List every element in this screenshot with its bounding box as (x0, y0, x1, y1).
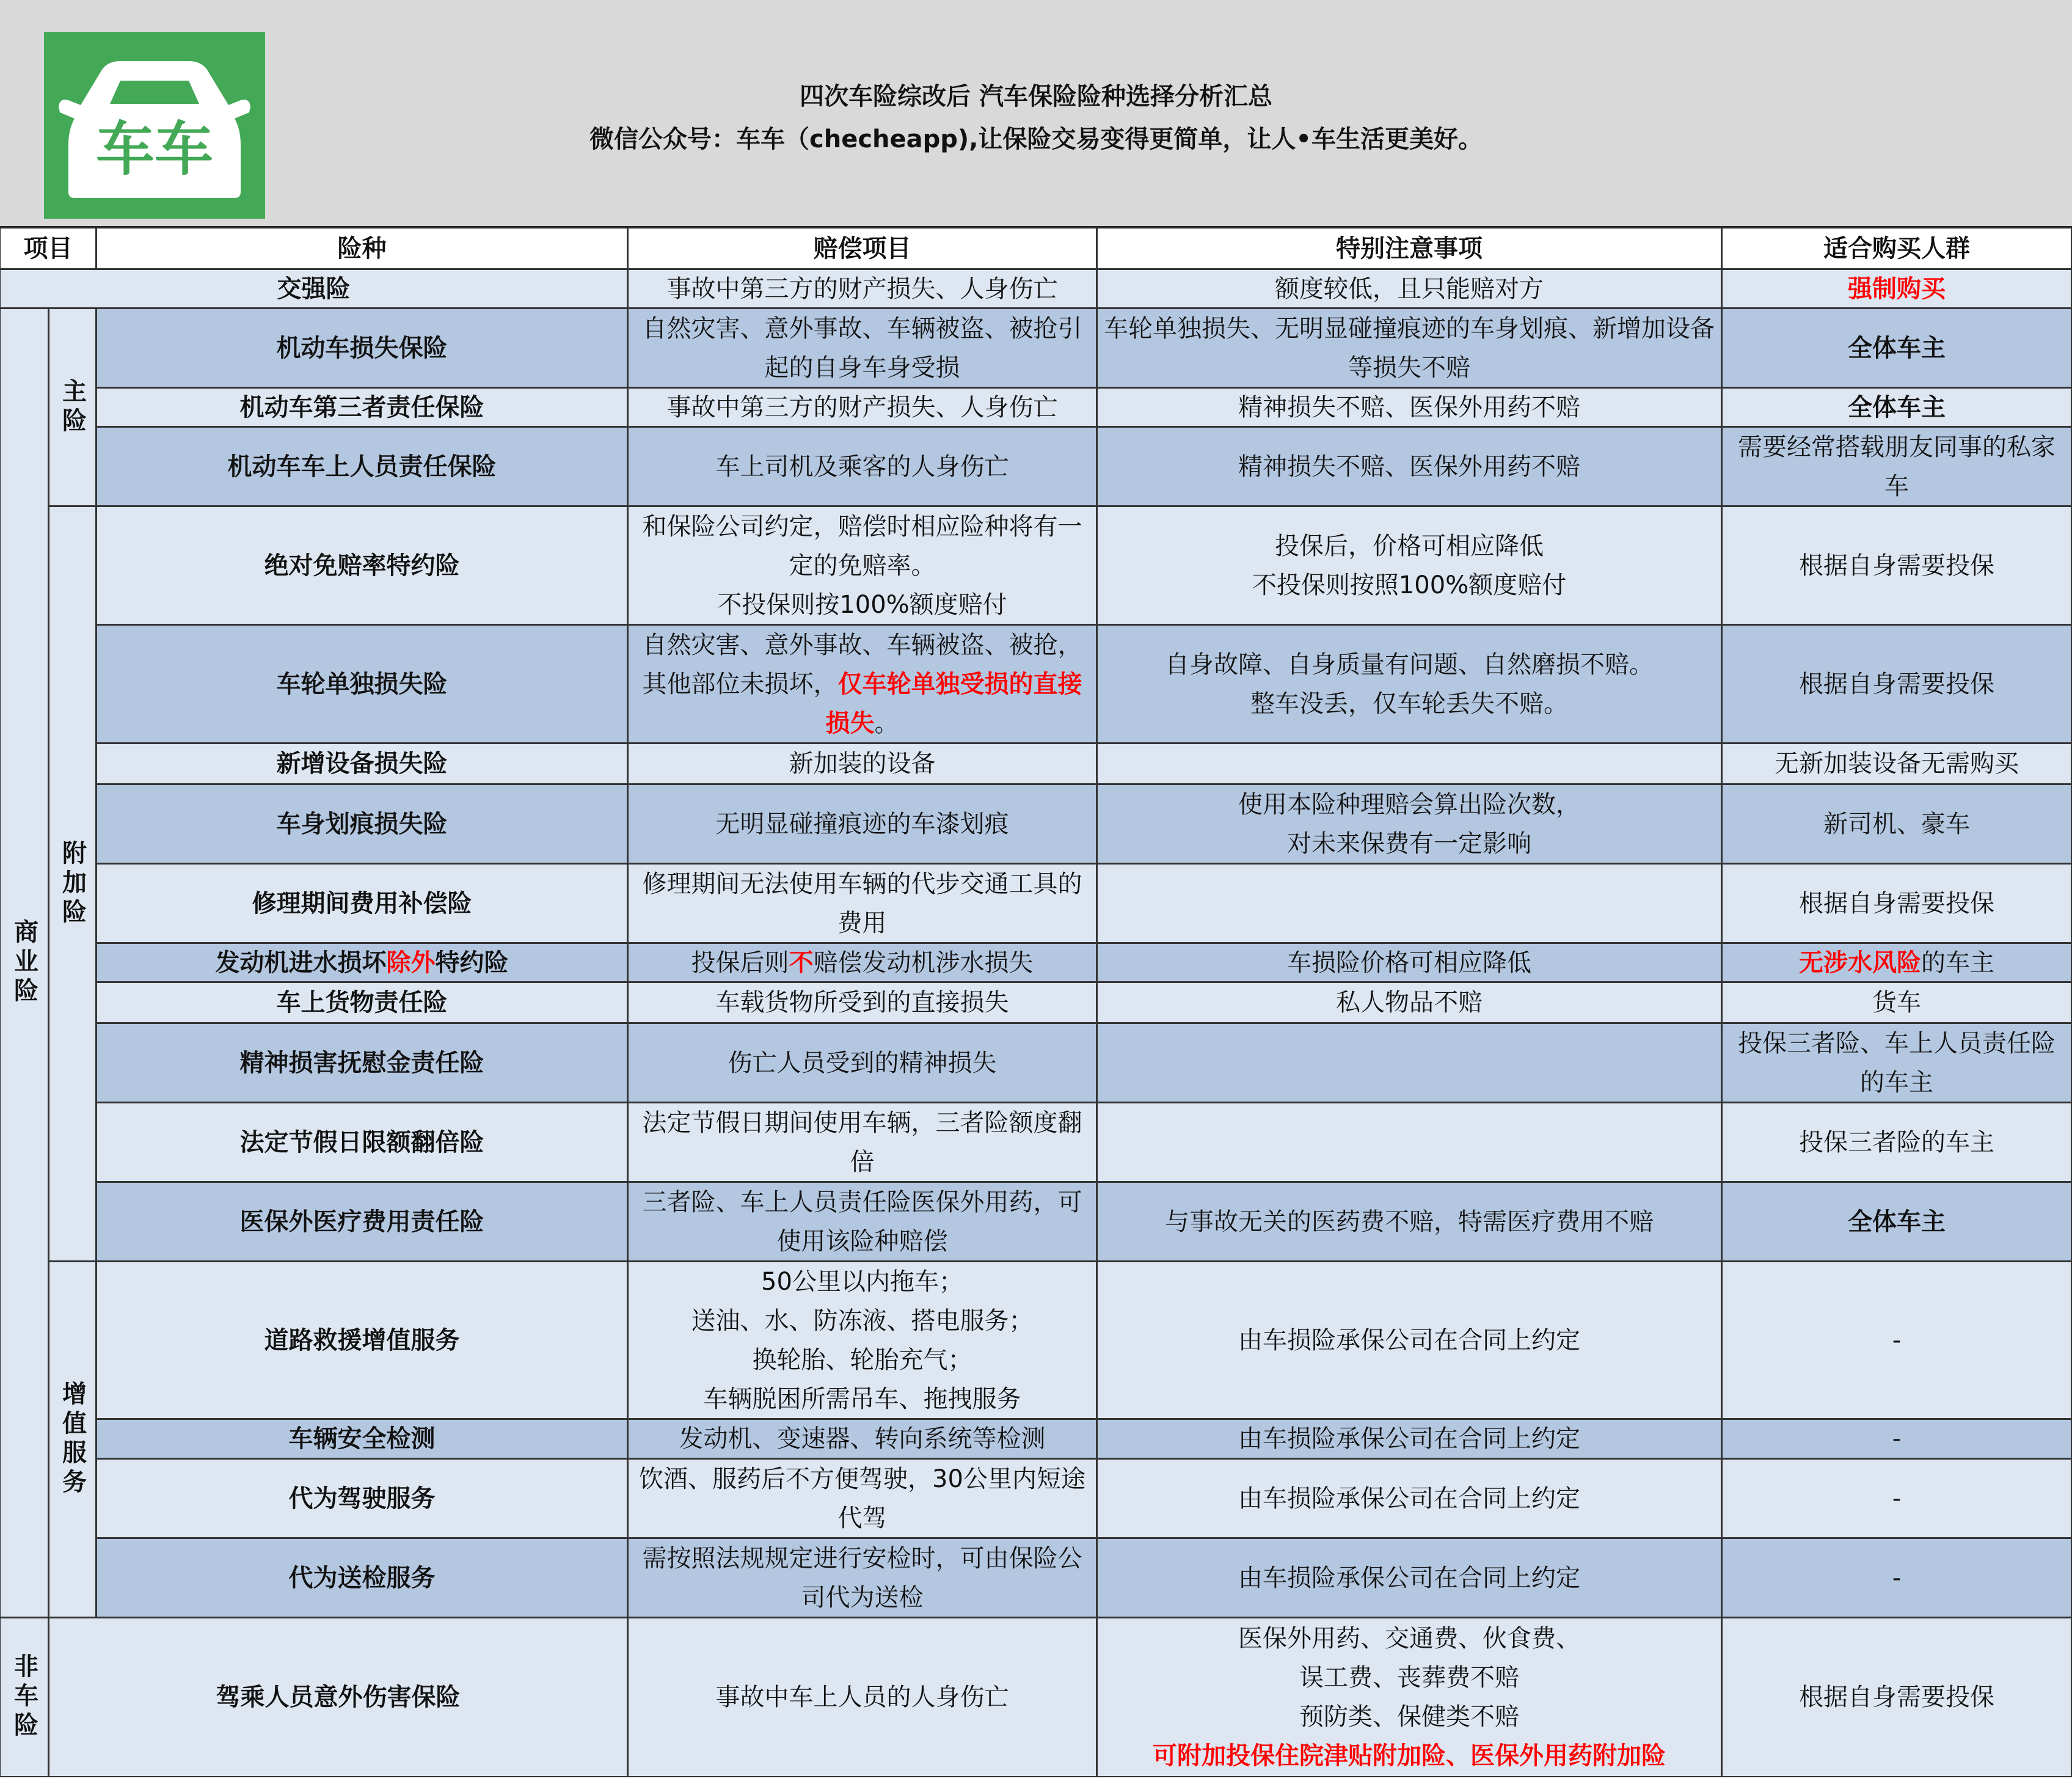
table-row-name (96, 943, 628, 982)
table-row-note: 由车损险承保公司在合同上约定 (1096, 1538, 1722, 1618)
table-row-name: 驾乘人员意外伤害保险 (48, 1617, 628, 1777)
table-row-name: 法定节假日限额翻倍险 (96, 1102, 628, 1182)
table-row-note (1096, 743, 1722, 784)
header-type: 险种 (96, 227, 628, 269)
header-banner (0, 0, 2072, 228)
table-row-name: 车辆安全检测 (96, 1419, 628, 1459)
table-row-audience: 全体车主 (1721, 387, 2072, 427)
claim-line: 车辆脱困所需吊车、拖拽服务 (703, 1384, 1021, 1413)
table-row-claim: 饮酒、服药后不方便驾驶，30公里内短途代驾 (627, 1458, 1097, 1538)
table-row-note (1096, 1617, 1722, 1777)
table-row-name: 道路救援增值服务 (96, 1261, 628, 1419)
table-row-audience: 无新加装设备无需购买 (1721, 743, 2072, 784)
audience-text-highlight: 无涉水风险 (1799, 948, 1921, 977)
table-row-audience: 需要经常搭载朋友同事的私家车 (1721, 426, 2072, 506)
table-row-claim: 事故中第三方的财产损失、人身伤亡 (627, 387, 1097, 427)
table-row-audience: - (1721, 1261, 2072, 1419)
claim-line: 50公里以内拖车； (761, 1267, 963, 1296)
table-row-note: 与事故无关的医药费不赔，特需医疗费用不赔 (1096, 1182, 1722, 1262)
table-row-note: 精神损失不赔、医保外用药不赔 (1096, 426, 1722, 506)
table-row-name: 车轮单独损失险 (96, 624, 628, 744)
page-title: 四次车险综改后 汽车保险险种选择分析汇总 (800, 82, 1272, 111)
table-row-name: 车身划痕损失险 (96, 784, 628, 864)
audience-text (1799, 943, 1994, 982)
note-line: 自身故障、自身质量有问题、自然磨损不赔。 (1165, 650, 1654, 679)
name-text-post: 特约险 (435, 948, 509, 977)
claim-line: 和保险公司约定，赔偿时相应险种将有一定的免赔率。 (642, 512, 1082, 580)
table-row-claim: 发动机、变速器、转向系统等检测 (627, 1419, 1097, 1459)
logo-text: 车车 (96, 115, 213, 183)
insurance-table (0, 228, 2072, 1784)
note-line-highlight: 可附加投保住院津贴附加险、医保外用药附加险 (1153, 1742, 1666, 1770)
note-line: 误工费、丧葬费不赔 (1299, 1664, 1519, 1692)
group-commercial: 商业险 (0, 308, 49, 1618)
claim-text-pre: 自然灾害、意外事故、车辆被盗、被抢，其他部位未损坏， (642, 631, 1082, 698)
table-row-note (1096, 863, 1722, 943)
table-row-claim: 法定节假日期间使用车辆，三者险额度翻倍 (627, 1102, 1097, 1182)
table-row-name: 机动车损失保险 (96, 308, 628, 388)
table-row-note: 由车损险承保公司在合同上约定 (1096, 1458, 1722, 1538)
table-row-audience: - (1721, 1458, 2072, 1538)
table-row-claim: 事故中车上人员的人身伤亡 (627, 1617, 1097, 1777)
claim-text-post: 。 (874, 709, 899, 737)
table-row-claim: 车上司机及乘客的人身伤亡 (627, 426, 1097, 506)
table-row-note: 精神损失不赔、医保外用药不赔 (1096, 387, 1722, 427)
table-row-name: 车上货物责任险 (96, 982, 628, 1023)
header-audience: 适合购买人群 (1721, 227, 2072, 269)
table-row-audience: 投保三者险、车上人员责任险的车主 (1721, 1023, 2072, 1103)
group-non-auto: 非车险 (0, 1617, 49, 1777)
group-value-added: 增值服务 (48, 1261, 97, 1618)
group-addon: 附加险 (48, 506, 97, 1262)
table-row-name: 代为送检服务 (96, 1538, 628, 1618)
table-row-audience: 新司机、豪车 (1721, 784, 2072, 864)
table-row-note (1096, 506, 1722, 625)
table-row-name: 交强险 (0, 269, 628, 309)
table-row-name: 代为驾驶服务 (96, 1458, 628, 1538)
note-line: 不投保则按照100%额度赔付 (1252, 571, 1567, 599)
name-text-highlight: 除外 (386, 948, 436, 977)
table-row-name: 修理期间费用补偿险 (96, 863, 628, 943)
table-row-audience: 根据自身需要投保 (1721, 863, 2072, 943)
table-row-claim: 自然灾害、意外事故、车辆被盗、被抢引起的自身车身受损 (627, 308, 1097, 388)
table-row-note: 由车损险承保公司在合同上约定 (1096, 1261, 1722, 1419)
claim-text-highlight: 不 (789, 948, 814, 977)
table-row-claim (627, 506, 1097, 625)
table-row-note (1096, 624, 1722, 744)
claim-text-post: 赔偿发动机涉水损失 (813, 948, 1034, 977)
note-line: 对未来保费有一定影响 (1287, 829, 1531, 858)
table-row-note: 车轮单独损失、无明显碰撞痕迹的车身划痕、新增加设备等损失不赔 (1096, 308, 1722, 388)
table-row-note: 车损险价格可相应降低 (1096, 943, 1722, 982)
claim-text-highlight: 仅车轮单独受损的直接损失 (825, 670, 1082, 737)
table-row-name: 机动车车上人员责任保险 (96, 426, 628, 506)
name-text-pre: 发动机进水损坏 (215, 948, 387, 977)
table-row-audience: 投保三者险的车主 (1721, 1102, 2072, 1182)
table-row-audience: - (1721, 1538, 2072, 1618)
note-line: 使用本险种理赔会算出险次数， (1238, 790, 1580, 819)
table-row-audience: 强制购买 (1721, 269, 2072, 309)
table-row-claim: 需按照法规规定进行安检时，可由保险公司代为送检 (627, 1538, 1097, 1618)
group-main: 主险 (48, 308, 97, 506)
table-row-claim: 事故中第三方的财产损失、人身伤亡 (627, 269, 1097, 309)
note-line: 医保外用药、交通费、伙食费、 (1238, 1625, 1580, 1653)
claim-line: 送油、水、防冻液、搭电服务； (691, 1306, 1034, 1335)
header-item: 项目 (0, 227, 97, 269)
table-row-claim: 车载货物所受到的直接损失 (627, 982, 1097, 1023)
note-line: 整车没丢，仅车轮丢失不赔。 (1250, 689, 1568, 718)
claim-text (691, 943, 1034, 982)
table-row-claim (627, 1261, 1097, 1419)
table-row-claim: 伤亡人员受到的精神损失 (627, 1023, 1097, 1103)
table-row-claim: 三者险、车上人员责任险医保外用药，可使用该险种赔偿 (627, 1182, 1097, 1262)
table-row-claim: 无明显碰撞痕迹的车漆划痕 (627, 784, 1097, 864)
table-row-name: 绝对免赔率特约险 (96, 506, 628, 625)
note-line: 投保后，价格可相应降低 (1275, 532, 1544, 560)
table-row-audience: 货车 (1721, 982, 2072, 1023)
audience-text-post: 的车主 (1921, 948, 1994, 977)
table-row-audience: 全体车主 (1721, 1182, 2072, 1262)
table-row-note: 私人物品不赔 (1096, 982, 1722, 1023)
table-row-name: 新增设备损失险 (96, 743, 628, 784)
claim-line: 换轮胎、轮胎充气； (752, 1345, 972, 1374)
table-row-audience: - (1721, 1419, 2072, 1459)
table-row-audience: 全体车主 (1721, 308, 2072, 388)
table-row-audience: 根据自身需要投保 (1721, 624, 2072, 744)
table-row-audience: 根据自身需要投保 (1721, 1617, 2072, 1777)
table-row-note: 由车损险承保公司在合同上约定 (1096, 1419, 1722, 1459)
claim-line: 不投保则按100%额度赔付 (717, 590, 1007, 619)
table-row-note: 额度较低，且只能赔对方 (1096, 269, 1722, 309)
note-line: 预防类、保健类不赔 (1299, 1703, 1519, 1731)
table-row-audience: 根据自身需要投保 (1721, 506, 2072, 625)
table-row-claim (627, 943, 1097, 982)
table-row-name: 机动车第三者责任保险 (96, 387, 628, 427)
claim-text-pre: 投保后则 (691, 948, 789, 977)
page-subtitle: 微信公众号：车车（checheapp),让保险交易变得更简单，让人•车生活更美好。 (589, 125, 1483, 153)
table-row-audience (1721, 943, 2072, 982)
table-row-note (1096, 784, 1722, 864)
name-text (216, 943, 509, 982)
table-row-claim: 新加装的设备 (627, 743, 1097, 784)
table-row-note (1096, 1102, 1722, 1182)
header-claims: 赔偿项目 (627, 227, 1097, 269)
table-row-name: 精神损害抚慰金责任险 (96, 1023, 628, 1103)
table-row-note (1096, 1023, 1722, 1103)
table-row-claim (627, 624, 1097, 744)
header-notes: 特别注意事项 (1096, 227, 1722, 269)
claim-text (635, 626, 1090, 743)
table-row-name: 医保外医疗费用责任险 (96, 1182, 628, 1262)
table-row-claim: 修理期间无法使用车辆的代步交通工具的费用 (627, 863, 1097, 943)
